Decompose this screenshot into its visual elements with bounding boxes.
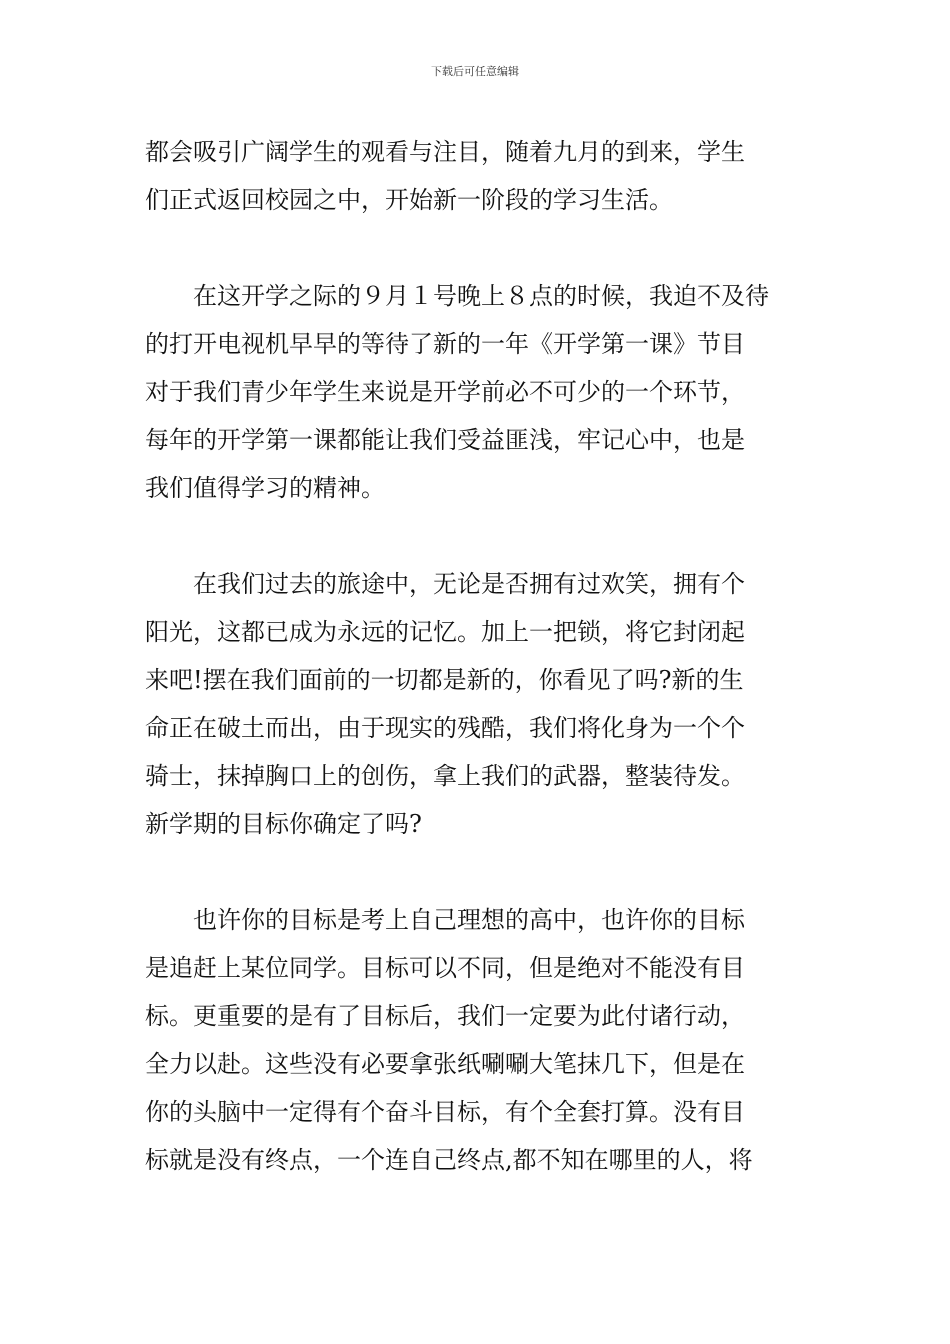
- paragraph: [145, 896, 810, 1184]
- paragraph-gap: [145, 224, 810, 272]
- text-line: 标。更重要的是有了目标后，我们一定要为此付诸行动，: [145, 1002, 745, 1030]
- text-line: 在这开学之际的９月１号晚上８点的时候，我迫不及待: [145, 282, 769, 310]
- text-line: 我们值得学习的精神。: [145, 474, 385, 502]
- text-line: 来吧!摆在我们面前的一切都是新的，你看见了吗?新的生: [145, 666, 744, 694]
- text-line: 的打开电视机早早的等待了新的一年《开学第一课》节目: [145, 330, 745, 358]
- text-line: 骑士，抹掉胸口上的创伤，拿上我们的武器，整装待发。: [145, 762, 745, 790]
- text-line: 都会吸引广阔学生的观看与注目，随着九月的到来，学生: [145, 138, 745, 166]
- paragraph: [145, 128, 810, 224]
- page-header: 下载后可任意编辑: [431, 65, 519, 78]
- text-line: 对于我们青少年学生来说是开学前必不可少的一个环节，: [145, 378, 745, 406]
- text-line: 阳光，这都已成为永远的记忆。加上一把锁，将它封闭起: [145, 618, 745, 646]
- paragraph: [145, 272, 810, 512]
- text-line: 每年的开学第一课都能让我们受益匪浅，牢记心中，也是: [145, 426, 745, 454]
- text-line: 你的头脑中一定得有个奋斗目标，有个全套打算。没有目: [145, 1098, 745, 1126]
- text-line: 标就是没有终点，一个连自己终点,都不知在哪里的人，将: [145, 1146, 753, 1174]
- text-line: 在我们过去的旅途中，无论是否拥有过欢笑，拥有个: [145, 570, 745, 598]
- paragraph: [145, 560, 810, 848]
- document-body: [145, 128, 810, 1184]
- text-line: 也许你的目标是考上自己理想的高中，也许你的目标: [145, 906, 745, 934]
- text-line: 命正在破土而出，由于现实的残酷，我们将化身为一个个: [145, 714, 745, 742]
- text-line: 是追赶上某位同学。目标可以不同，但是绝对不能没有目: [145, 954, 745, 982]
- paragraph-gap: [145, 848, 810, 896]
- paragraph-gap: [145, 512, 810, 560]
- text-line: 们正式返回校园之中，开始新一阶段的学习生活。: [145, 186, 673, 214]
- text-line: 全力以赴。这些没有必要拿张纸唰唰大笔抹几下，但是在: [145, 1050, 745, 1078]
- text-line: 新学期的目标你确定了吗?: [145, 810, 422, 838]
